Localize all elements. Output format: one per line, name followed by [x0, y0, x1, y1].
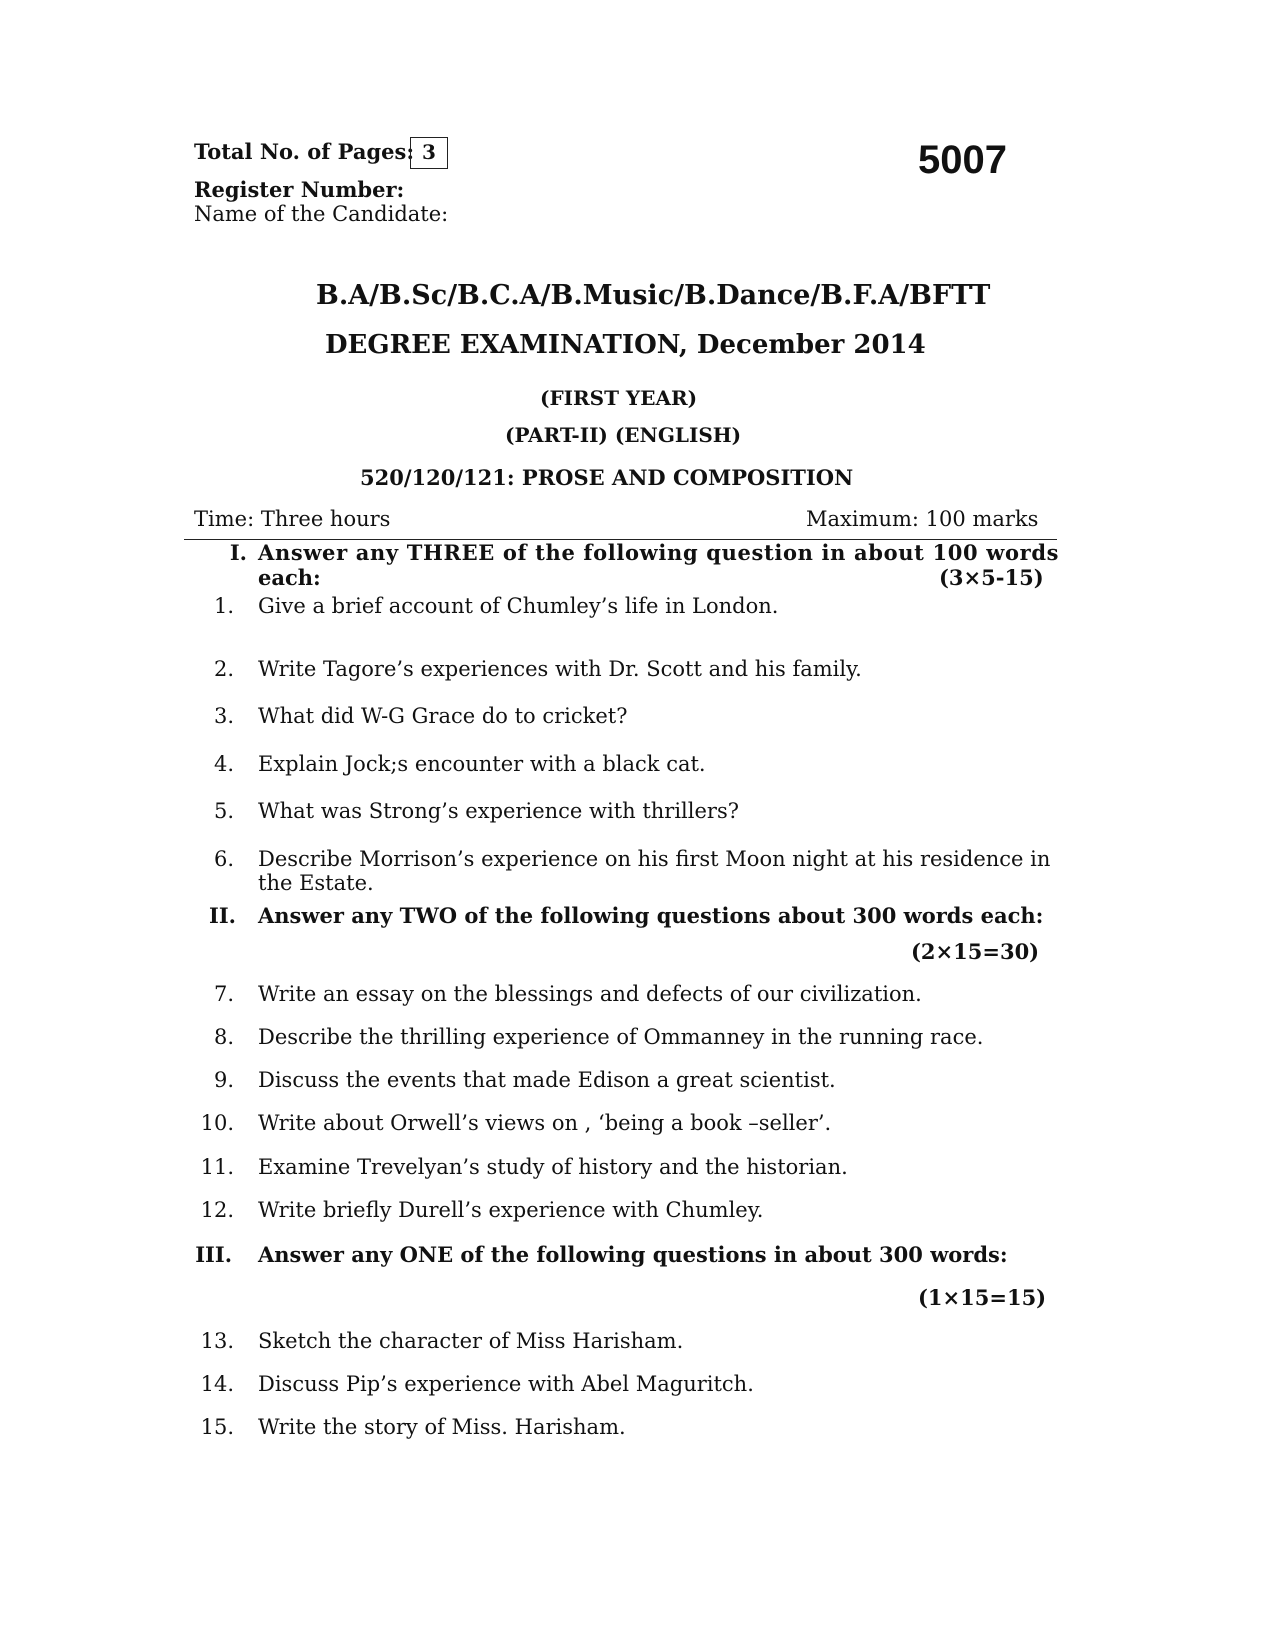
year-label: (FIRST YEAR) — [540, 386, 698, 410]
question-number: 12. — [200, 1198, 234, 1222]
total-pages-label: Total No. of Pages: — [194, 139, 415, 164]
question-text: Describe Morrison’s experience on his first Moon night at his residence in — [258, 847, 1051, 871]
question-number: 1. — [213, 594, 234, 618]
degree-title: B.A/B.Sc/B.C.A/B.Music/B.Dance/B.F.A/BFTT — [316, 280, 991, 311]
time-label: Time: Three hours — [194, 507, 391, 531]
question-text: Write Tagore’s experiences with Dr. Scott and his family. — [258, 657, 862, 681]
question-number: 7. — [213, 982, 234, 1006]
question-text: Examine Trevelyan’s study of history and the historian. — [258, 1155, 848, 1179]
candidate-name-label: Name of the Candidate: — [194, 202, 449, 226]
max-marks-label: Maximum: 100 marks — [806, 507, 1039, 531]
question-text: Sketch the character of Miss Harisham. — [258, 1329, 684, 1353]
section-marks: (3×5-15) — [939, 565, 1044, 590]
question-text: Give a brief account of Chumley’s life in London. — [258, 594, 779, 618]
paper-code: 5007 — [918, 138, 1007, 182]
question-text: Explain Jock;s encounter with a black cat. — [258, 752, 706, 776]
section-marks: (1×15=15) — [918, 1285, 1047, 1310]
question-number: 5. — [213, 799, 234, 823]
question-text: Write the story of Miss. Harisham. — [258, 1415, 626, 1439]
register-number-label: Register Number: — [194, 177, 405, 202]
section-instruction — [258, 540, 1059, 565]
section-numeral: I. — [229, 540, 247, 565]
question-number: 9. — [213, 1068, 234, 1092]
part-label: (PART-II) (ENGLISH) — [505, 423, 742, 447]
subject-title: 520/120/121: PROSE AND COMPOSITION — [360, 465, 854, 490]
question-number: 11. — [200, 1155, 234, 1179]
section-numeral: III. — [195, 1242, 232, 1267]
section-instruction: Answer any ONE of the following questions in about 300 words: — [258, 1242, 1008, 1267]
section-instruction-line: Answer any THREE of the following question in about 100 words — [258, 540, 1060, 565]
question-text-continued: the Estate. — [258, 871, 374, 895]
question-text: Write about Orwell’s views on , ‘being a book –seller’. — [258, 1111, 832, 1135]
question-number: 13. — [200, 1329, 234, 1353]
question-text: Discuss Pip’s experience with Abel Maguritch. — [258, 1372, 754, 1396]
section-instruction-line: each: — [258, 565, 321, 590]
question-text: Describe the thrilling experience of Ommanney in the running race. — [258, 1025, 984, 1049]
exam-title: DEGREE EXAMINATION, December 2014 — [325, 330, 926, 360]
question-text: Discuss the events that made Edison a great scientist. — [258, 1068, 836, 1092]
question-number: 8. — [213, 1025, 234, 1049]
section-instruction: Answer any TWO of the following questions about 300 words each: — [258, 903, 1044, 928]
question-number: 4. — [213, 752, 234, 776]
question-number: 15. — [200, 1415, 234, 1439]
section-numeral: II. — [209, 903, 236, 928]
total-pages-value: 3 — [410, 137, 448, 169]
question-text: What did W-G Grace do to cricket? — [258, 704, 628, 728]
question-number: 10. — [200, 1111, 234, 1135]
question-text: What was Strong’s experience with thrillers? — [258, 799, 739, 823]
question-number: 14. — [200, 1372, 234, 1396]
question-text: Write an essay on the blessings and defects of our civilization. — [258, 982, 922, 1006]
question-number: 6. — [213, 847, 234, 871]
question-text: Write briefly Durell’s experience with Chumley. — [258, 1198, 764, 1222]
question-number: 2. — [213, 657, 234, 681]
question-number: 3. — [213, 704, 234, 728]
section-marks: (2×15=30) — [911, 939, 1040, 964]
